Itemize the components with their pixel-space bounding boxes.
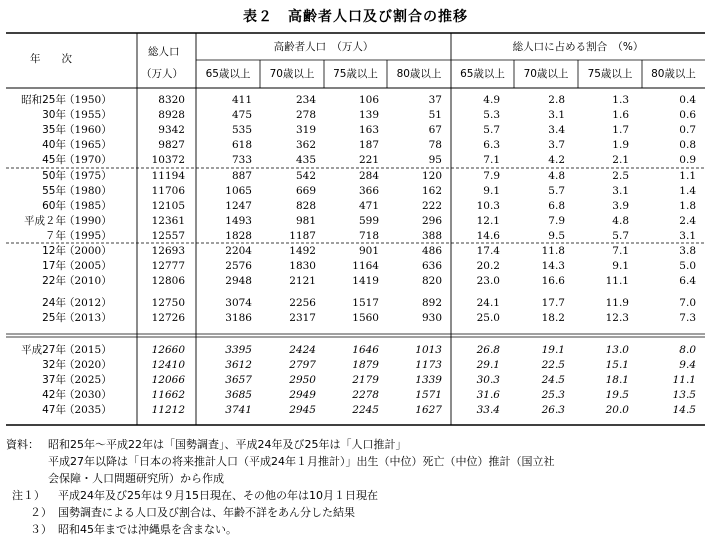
subheader-pct-70: 70歳以上 bbox=[523, 68, 569, 80]
cell-r65: 6.3 bbox=[483, 139, 500, 151]
subheader-pct-80: 80歳以上 bbox=[651, 68, 696, 80]
row-era: 42年 bbox=[42, 389, 66, 401]
cell-p75: 366 bbox=[358, 185, 379, 197]
cell-p70: 1492 bbox=[289, 245, 316, 257]
row-era: 昭和25年 bbox=[21, 94, 66, 106]
row-era: 12年 bbox=[42, 245, 66, 257]
row-era: 40年 bbox=[42, 139, 66, 151]
cell-p65: 3741 bbox=[225, 404, 252, 416]
note-1-label: 注１） bbox=[12, 489, 45, 502]
cell-p80: 636 bbox=[421, 260, 442, 272]
cell-r70: 6.8 bbox=[548, 200, 565, 212]
cell-p75: 599 bbox=[358, 215, 379, 227]
cell-p75: 1419 bbox=[352, 275, 379, 287]
cell-r75: 7.1 bbox=[612, 245, 629, 257]
cell-r65: 30.3 bbox=[476, 374, 500, 386]
cell-r65: 10.3 bbox=[476, 200, 500, 212]
cell-p80: 1627 bbox=[415, 404, 442, 416]
row-era: ７年 bbox=[45, 230, 66, 242]
cell-p70: 362 bbox=[295, 139, 316, 151]
note-3-label: ３） bbox=[30, 523, 52, 536]
cell-p80: 388 bbox=[421, 230, 442, 242]
cell-p80: 1173 bbox=[415, 359, 442, 371]
cell-total: 12660 bbox=[151, 344, 185, 356]
cell-r70: 17.7 bbox=[541, 297, 565, 309]
cell-r70: 3.4 bbox=[548, 124, 565, 136]
subheader-pop-70: 70歳以上 bbox=[269, 68, 315, 80]
cell-p65: 3395 bbox=[225, 344, 252, 356]
cell-total: 11662 bbox=[151, 389, 185, 401]
cell-p75: 1164 bbox=[352, 260, 379, 272]
table-title: 表２ 高齢者人口及び割合の推移 bbox=[243, 9, 468, 25]
row-era: 24年 bbox=[42, 297, 66, 309]
cell-p70: 319 bbox=[295, 124, 316, 136]
cell-total: 12066 bbox=[151, 374, 185, 386]
cell-p65: 2204 bbox=[225, 245, 252, 257]
cell-p70: 2424 bbox=[289, 344, 316, 356]
row-era: 47年 bbox=[42, 404, 66, 416]
note-2-label: ２） bbox=[30, 506, 52, 519]
cell-total: 8928 bbox=[158, 109, 185, 121]
cell-r75: 2.5 bbox=[612, 170, 629, 182]
cell-r65: 5.7 bbox=[483, 124, 500, 136]
header-total-unit: （万人） bbox=[141, 68, 183, 80]
cell-p80: 296 bbox=[421, 215, 442, 227]
cell-p75: 284 bbox=[358, 170, 379, 182]
cell-p75: 1879 bbox=[352, 359, 379, 371]
cell-r65: 25.0 bbox=[476, 312, 500, 324]
cell-r75: 12.3 bbox=[605, 312, 629, 324]
cell-r75: 15.1 bbox=[605, 359, 629, 371]
subheader-pct-65: 65歳以上 bbox=[460, 68, 505, 80]
cell-p75: 187 bbox=[358, 139, 379, 151]
cell-r80: 0.6 bbox=[679, 109, 696, 121]
cell-r80: 11.1 bbox=[672, 374, 696, 386]
cell-p75: 1646 bbox=[352, 344, 379, 356]
row-era: 50年 bbox=[42, 170, 66, 182]
cell-p75: 2278 bbox=[352, 389, 379, 401]
cell-p65: 3657 bbox=[225, 374, 252, 386]
cell-r70: 3.7 bbox=[548, 139, 565, 151]
cell-r70: 26.3 bbox=[541, 404, 565, 416]
source-label: 資料： bbox=[6, 438, 39, 451]
cell-r80: 6.4 bbox=[679, 275, 696, 287]
cell-p65: 411 bbox=[231, 94, 252, 106]
cell-r70: 25.3 bbox=[541, 389, 565, 401]
cell-r70: 19.1 bbox=[541, 344, 565, 356]
cell-r80: 2.4 bbox=[679, 215, 696, 227]
cell-r70: 4.2 bbox=[548, 154, 565, 166]
cell-total: 12361 bbox=[151, 215, 185, 227]
cell-r65: 31.6 bbox=[476, 389, 500, 401]
cell-p80: 1339 bbox=[415, 374, 442, 386]
cell-r75: 19.5 bbox=[605, 389, 629, 401]
cell-r70: 22.5 bbox=[541, 359, 565, 371]
cell-p70: 1830 bbox=[289, 260, 316, 272]
subheader-pop-80: 80歳以上 bbox=[396, 68, 442, 80]
cell-total: 12105 bbox=[151, 200, 185, 212]
subheader-pct-75: 75歳以上 bbox=[587, 68, 633, 80]
row-year: （1950） bbox=[64, 94, 112, 106]
cell-p65: 1828 bbox=[225, 230, 252, 242]
row-year: （1975） bbox=[64, 170, 112, 182]
cell-p70: 669 bbox=[295, 185, 316, 197]
row-year: （2012） bbox=[64, 297, 112, 309]
cell-r70: 14.3 bbox=[541, 260, 565, 272]
cell-p65: 2948 bbox=[225, 275, 252, 287]
cell-total: 12806 bbox=[151, 275, 185, 287]
cell-r80: 9.4 bbox=[679, 359, 696, 371]
cell-p70: 2949 bbox=[289, 389, 316, 401]
cell-r75: 1.7 bbox=[612, 124, 629, 136]
cell-p70: 234 bbox=[295, 94, 316, 106]
cell-p65: 1493 bbox=[225, 215, 252, 227]
cell-r80: 0.7 bbox=[679, 124, 696, 136]
cell-p65: 535 bbox=[231, 124, 252, 136]
cell-total: 12410 bbox=[151, 359, 185, 371]
cell-r80: 1.1 bbox=[679, 170, 696, 182]
cell-r70: 3.1 bbox=[548, 109, 565, 121]
row-era: 17年 bbox=[42, 260, 66, 272]
row-year: （1985） bbox=[64, 200, 112, 212]
cell-p65: 475 bbox=[231, 109, 252, 121]
cell-r80: 13.5 bbox=[672, 389, 696, 401]
cell-total: 12726 bbox=[151, 312, 185, 324]
cell-p70: 2797 bbox=[289, 359, 316, 371]
cell-total: 12777 bbox=[151, 260, 185, 272]
cell-r80: 1.8 bbox=[679, 200, 696, 212]
cell-r80: 0.8 bbox=[679, 139, 696, 151]
cell-r65: 17.4 bbox=[476, 245, 500, 257]
cell-r70: 7.9 bbox=[548, 215, 565, 227]
cell-p75: 1560 bbox=[352, 312, 379, 324]
cell-r65: 7.1 bbox=[483, 154, 500, 166]
cell-r65: 24.1 bbox=[476, 297, 500, 309]
cell-p65: 618 bbox=[231, 139, 252, 151]
cell-p65: 3612 bbox=[225, 359, 252, 371]
cell-r80: 8.0 bbox=[679, 344, 696, 356]
source-line-1: 昭和25年～平成22年は「国勢調査」、平成24年及び25年は「人口推計」 bbox=[48, 438, 407, 451]
cell-r65: 20.2 bbox=[476, 260, 500, 272]
cell-r80: 7.0 bbox=[679, 297, 696, 309]
cell-r80: 1.4 bbox=[679, 185, 696, 197]
row-era: 37年 bbox=[42, 374, 66, 386]
cell-p70: 2317 bbox=[289, 312, 316, 324]
cell-p65: 3074 bbox=[225, 297, 252, 309]
cell-r80: 14.5 bbox=[672, 404, 696, 416]
cell-r65: 33.4 bbox=[476, 404, 500, 416]
cell-p65: 3186 bbox=[225, 312, 252, 324]
cell-r75: 3.1 bbox=[612, 185, 629, 197]
cell-r65: 4.9 bbox=[483, 94, 500, 106]
cell-r80: 3.1 bbox=[679, 230, 696, 242]
cell-r75: 1.3 bbox=[612, 94, 629, 106]
cell-p80: 51 bbox=[428, 109, 442, 121]
cell-p80: 222 bbox=[421, 200, 442, 212]
cell-r75: 11.9 bbox=[605, 297, 629, 309]
cell-p80: 95 bbox=[428, 154, 442, 166]
subheader-pop-75: 75歳以上 bbox=[333, 68, 378, 80]
row-year: （2010） bbox=[64, 275, 112, 287]
cell-p75: 139 bbox=[358, 109, 379, 121]
cell-total: 11194 bbox=[151, 170, 185, 182]
cell-p80: 120 bbox=[421, 170, 442, 182]
row-era: 35年 bbox=[42, 124, 66, 136]
cell-total: 8320 bbox=[158, 94, 185, 106]
cell-total: 10372 bbox=[151, 154, 185, 166]
cell-p70: 435 bbox=[295, 154, 316, 166]
cell-p75: 221 bbox=[358, 154, 379, 166]
cell-p75: 901 bbox=[358, 245, 379, 257]
row-year: （1970） bbox=[64, 154, 112, 166]
cell-r75: 2.1 bbox=[612, 154, 629, 166]
cell-r75: 4.8 bbox=[612, 215, 629, 227]
note-3: 昭和45年までは沖縄県を含まない。 bbox=[58, 523, 237, 536]
row-era: 25年 bbox=[42, 312, 66, 324]
cell-p80: 67 bbox=[428, 124, 442, 136]
row-year: （2030） bbox=[64, 389, 112, 401]
row-year: （1955） bbox=[64, 109, 112, 121]
cell-p75: 718 bbox=[358, 230, 379, 242]
cell-total: 9827 bbox=[158, 139, 185, 151]
cell-total: 12693 bbox=[151, 245, 185, 257]
cell-r65: 26.8 bbox=[476, 344, 500, 356]
cell-total: 12557 bbox=[151, 230, 185, 242]
cell-total: 11212 bbox=[151, 404, 185, 416]
cell-r75: 13.0 bbox=[605, 344, 629, 356]
cell-p80: 162 bbox=[421, 185, 442, 197]
row-year: （1965） bbox=[64, 139, 112, 151]
cell-r75: 9.1 bbox=[612, 260, 629, 272]
cell-p65: 887 bbox=[231, 170, 252, 182]
cell-p70: 278 bbox=[295, 109, 316, 121]
row-year: （2035） bbox=[64, 404, 112, 416]
cell-r75: 20.0 bbox=[605, 404, 629, 416]
cell-p65: 1247 bbox=[225, 200, 252, 212]
cell-p80: 78 bbox=[428, 139, 442, 151]
note-2: 国勢調査による人口及び割合は、年齢不詳をあん分した結果 bbox=[58, 506, 355, 519]
cell-p75: 471 bbox=[358, 200, 379, 212]
cell-r70: 9.5 bbox=[548, 230, 565, 242]
cell-p80: 1013 bbox=[415, 344, 442, 356]
cell-r65: 5.3 bbox=[483, 109, 500, 121]
row-year: （2020） bbox=[64, 359, 112, 371]
cell-r70: 16.6 bbox=[541, 275, 565, 287]
cell-r80: 5.0 bbox=[679, 260, 696, 272]
cell-r65: 7.9 bbox=[483, 170, 500, 182]
cell-p75: 2245 bbox=[352, 404, 379, 416]
cell-p70: 828 bbox=[295, 200, 316, 212]
cell-r75: 5.7 bbox=[612, 230, 629, 242]
source-line-2: 平成27年以降は「日本の将来推計人口（平成24年１月推計）」出生（中位）死亡（中位）推計（国立社 bbox=[48, 455, 555, 468]
cell-p70: 981 bbox=[295, 215, 316, 227]
cell-r65: 9.1 bbox=[483, 185, 500, 197]
row-year: （1960） bbox=[64, 124, 112, 136]
cell-p65: 733 bbox=[231, 154, 252, 166]
cell-r75: 1.9 bbox=[612, 139, 629, 151]
cell-r70: 18.2 bbox=[541, 312, 565, 324]
row-year: （1995） bbox=[64, 230, 112, 242]
row-year: （2013） bbox=[64, 312, 112, 324]
cell-total: 12750 bbox=[151, 297, 185, 309]
cell-p80: 820 bbox=[421, 275, 442, 287]
row-era: 30年 bbox=[42, 109, 66, 121]
cell-p70: 542 bbox=[295, 170, 316, 182]
cell-p65: 3685 bbox=[225, 389, 252, 401]
cell-total: 11706 bbox=[151, 185, 185, 197]
cell-p80: 930 bbox=[421, 312, 442, 324]
row-era: 平成27年 bbox=[21, 344, 66, 356]
cell-p75: 106 bbox=[358, 94, 379, 106]
cell-r75: 1.6 bbox=[612, 109, 629, 121]
cell-r75: 3.9 bbox=[612, 200, 629, 212]
row-era: 45年 bbox=[42, 154, 66, 166]
cell-r65: 14.6 bbox=[476, 230, 500, 242]
cell-p70: 2950 bbox=[289, 374, 316, 386]
cell-r75: 11.1 bbox=[605, 275, 629, 287]
row-era: 32年 bbox=[42, 359, 66, 371]
cell-p80: 486 bbox=[421, 245, 442, 257]
cell-r80: 3.8 bbox=[679, 245, 696, 257]
cell-r70: 2.8 bbox=[548, 94, 565, 106]
cell-r65: 29.1 bbox=[476, 359, 500, 371]
header-elderly-pop: 高齢者人口 （万人） bbox=[273, 41, 374, 53]
row-year: （2015） bbox=[64, 344, 112, 356]
source-line-3: 会保障・人口問題研究所）から作成 bbox=[48, 472, 224, 485]
row-year: （1980） bbox=[64, 185, 112, 197]
cell-p75: 1517 bbox=[352, 297, 379, 309]
cell-p70: 2945 bbox=[289, 404, 316, 416]
cell-p70: 1187 bbox=[289, 230, 316, 242]
cell-p70: 2121 bbox=[289, 275, 316, 287]
row-era: 平成２年 bbox=[24, 215, 66, 227]
cell-p75: 2179 bbox=[352, 374, 379, 386]
cell-r70: 4.8 bbox=[548, 170, 565, 182]
cell-r70: 11.8 bbox=[541, 245, 565, 257]
cell-total: 9342 bbox=[158, 124, 185, 136]
row-year: （1990） bbox=[64, 215, 112, 227]
header-total: 総人口 bbox=[148, 46, 180, 58]
cell-p80: 1571 bbox=[415, 389, 442, 401]
header-year: 年 次 bbox=[30, 53, 72, 65]
cell-p80: 37 bbox=[428, 94, 442, 106]
row-era: 55年 bbox=[42, 185, 66, 197]
cell-r70: 5.7 bbox=[548, 185, 565, 197]
row-year: （2000） bbox=[64, 245, 112, 257]
cell-r70: 24.5 bbox=[541, 374, 565, 386]
cell-r65: 12.1 bbox=[476, 215, 500, 227]
row-year: （2005） bbox=[64, 260, 112, 272]
row-era: 22年 bbox=[42, 275, 66, 287]
cell-p70: 2256 bbox=[289, 297, 316, 309]
cell-p80: 892 bbox=[421, 297, 442, 309]
note-1: 平成24年及び25年は９月15日現在、その他の年は10月１日現在 bbox=[58, 489, 378, 502]
subheader-pop-65: 65歳以上 bbox=[205, 68, 251, 80]
row-year: （2025） bbox=[64, 374, 112, 386]
cell-r80: 0.4 bbox=[679, 94, 696, 106]
row-era: 60年 bbox=[42, 200, 66, 212]
cell-r80: 0.9 bbox=[679, 154, 696, 166]
cell-p65: 2576 bbox=[225, 260, 252, 272]
cell-p75: 163 bbox=[358, 124, 379, 136]
header-elderly-share: 総人口に占める割合 （%） bbox=[512, 41, 644, 53]
cell-r65: 23.0 bbox=[476, 275, 500, 287]
cell-p65: 1065 bbox=[225, 185, 252, 197]
cell-r75: 18.1 bbox=[605, 374, 629, 386]
cell-r80: 7.3 bbox=[679, 312, 696, 324]
